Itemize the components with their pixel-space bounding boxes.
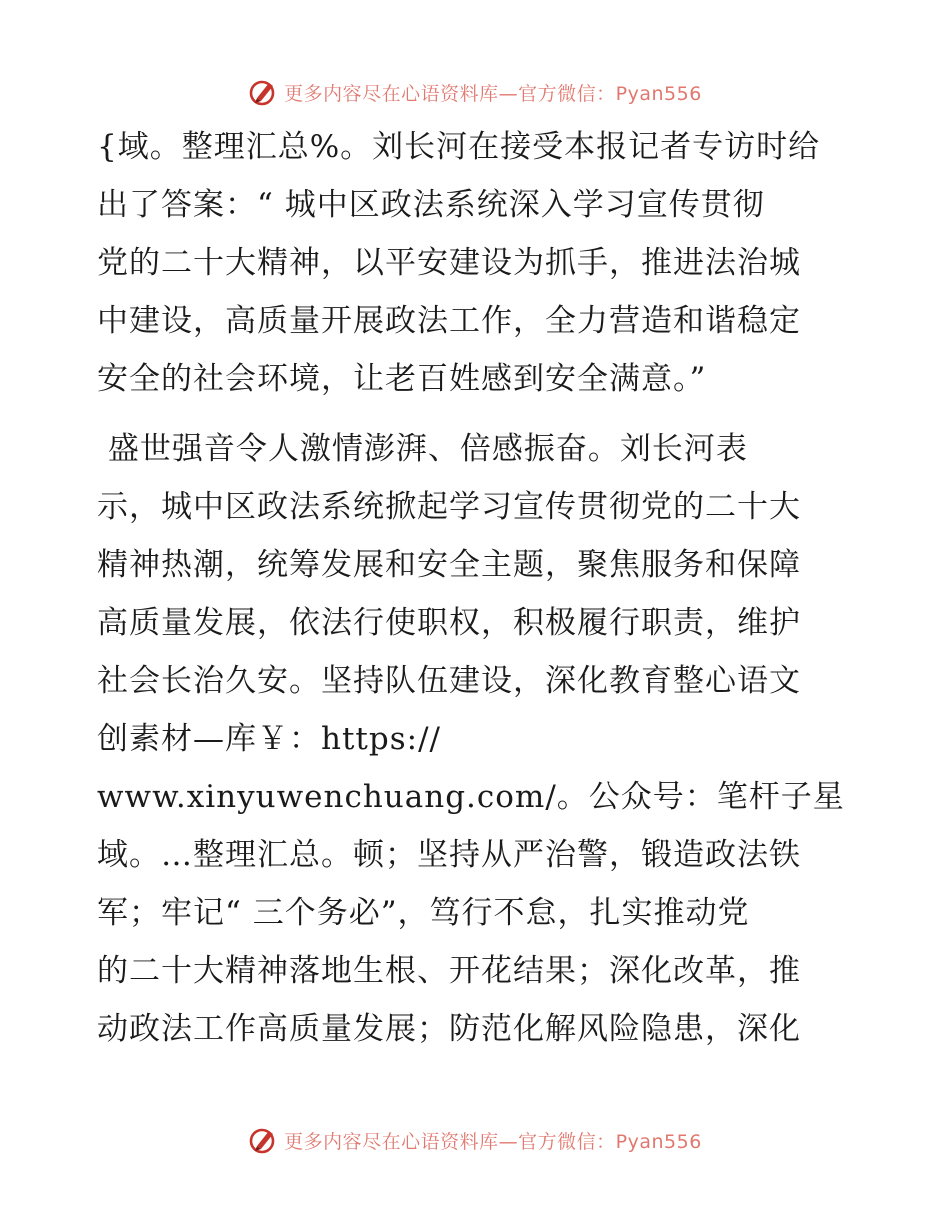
paragraph-2	[97, 420, 857, 1058]
pen-logo-icon	[248, 77, 278, 107]
footer-banner	[0, 1120, 950, 1160]
text-line: 的二十大精神落地生根、开花结果；深化改革，推	[97, 953, 801, 989]
text-line: 社会长治久安。坚持队伍建设，深化教育整心语文	[97, 663, 801, 699]
text-line: 盛世强音令人激情澎湃、倍感振奋。刘长河表	[97, 431, 748, 467]
text-line: {域。整理汇总%。刘长河在接受本报记者专访时给	[97, 129, 821, 165]
text-line: 精神热潮，统筹发展和安全主题，聚焦服务和保障	[97, 547, 801, 583]
header-banner	[0, 72, 950, 112]
paragraph-gap	[97, 408, 857, 420]
document-body	[97, 118, 857, 1058]
text-line: 创素材—库￥：https://	[97, 721, 441, 757]
text-line: 安全的社会环境，让老百姓感到安全满意。”	[97, 361, 707, 397]
text-line: 党的二十大精神，以平安建设为抓手，推进法治城	[97, 245, 801, 281]
header-banner-text: 更多内容尽在心语资料库—官方微信：Pyan556	[284, 82, 702, 105]
text-line: 高质量发展，依法行使职权，积极履行职责，维护	[97, 605, 801, 641]
text-line: 示，城中区政法系统掀起学习宣传贯彻党的二十大	[97, 489, 801, 525]
text-line: 域。…整理汇总。顿；坚持从严治警，锻造政法铁	[97, 837, 801, 873]
text-line: 动政法工作高质量发展；防范化解风险隐患，深化	[97, 1011, 801, 1047]
footer-banner-text: 更多内容尽在心语资料库—官方微信：Pyan556	[284, 1130, 702, 1153]
text-line: www.xinyuwenchuang.com/。公众号：笔杆子星	[97, 779, 845, 815]
pen-logo-icon	[248, 1125, 278, 1155]
paragraph-1	[97, 118, 857, 408]
text-line: 出了答案：“ 城中区政法系统深入学习宣传贯彻	[97, 187, 765, 223]
text-line: 中建设，高质量开展政法工作，全力营造和谐稳定	[97, 303, 801, 339]
text-line: 军；牢记“ 三个务必”，笃行不怠，扎实推动党	[97, 895, 750, 931]
